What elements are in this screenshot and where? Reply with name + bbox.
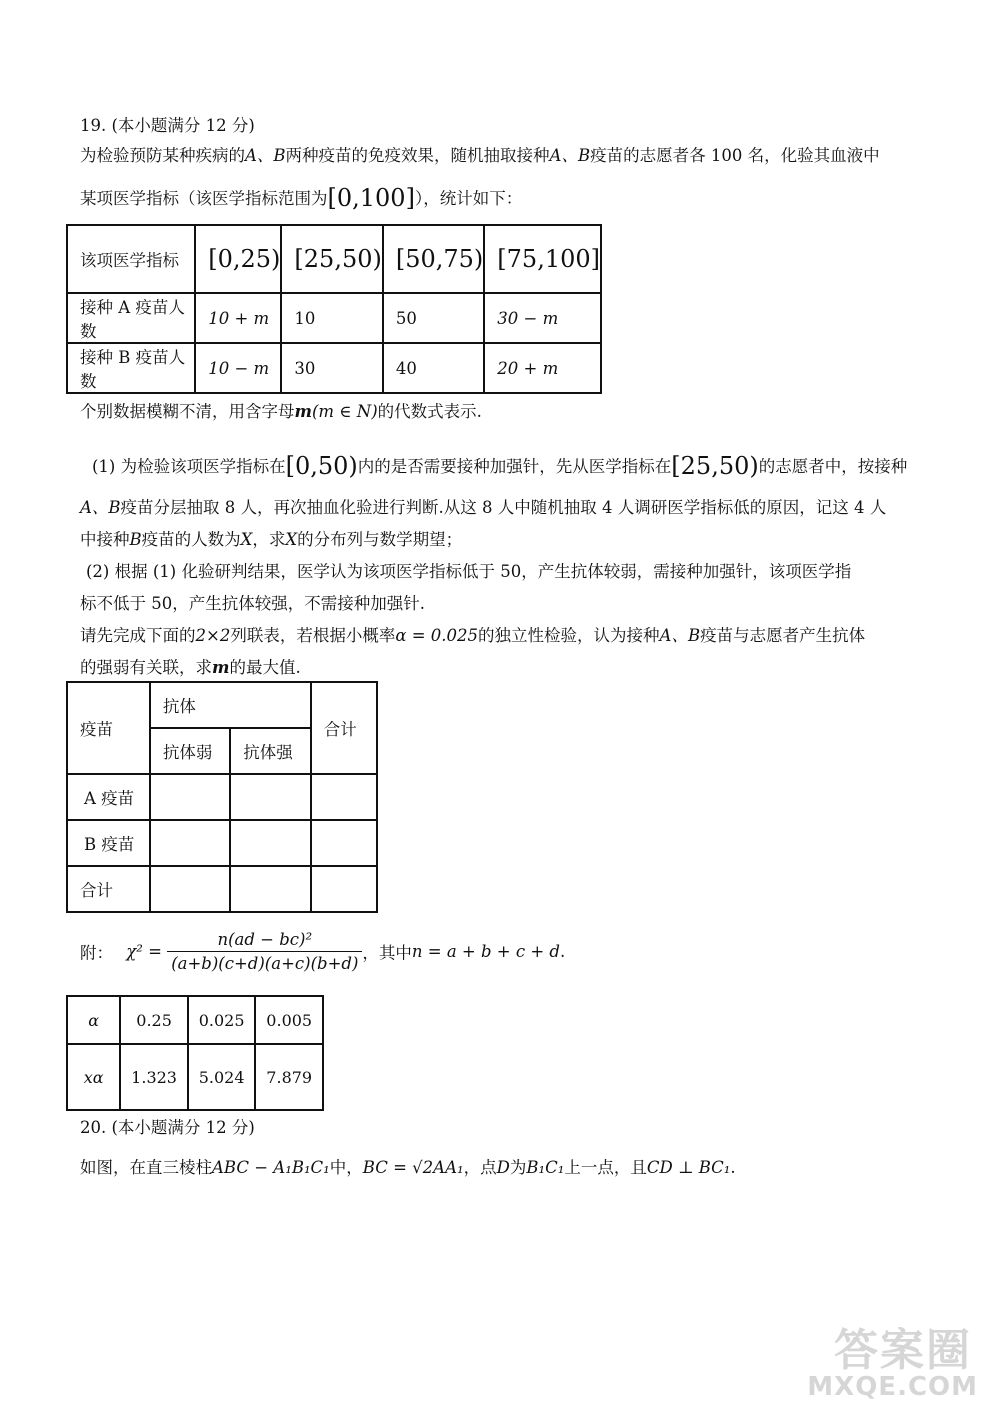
table3-alpha-label: α [67,996,120,1044]
table1-cell: 50 [383,293,484,343]
table3-alpha-value: 0.025 [188,996,256,1044]
indicator-count-table [66,224,602,394]
q19-part2-line-4: 的强弱有关联，求m的最大值. [80,658,301,677]
table2-antibody-header: 抗体 [150,682,311,728]
table1-cell: 10 [281,293,382,343]
table1-cell: 40 [383,343,484,393]
table2-total-header: 合计 [311,682,377,774]
q19-part1-line-3: 中接种B疫苗的人数为X，求X的分布列与数学期望； [80,530,463,549]
table1-row-a-label: 接种 A 疫苗人数 [67,293,195,343]
site-watermark [772,1312,982,1402]
contingency-table [66,681,378,913]
table1-header-range: [0,25) [208,245,281,273]
table1-cell: 10 + m [195,293,281,343]
table3-x-value: 1.323 [120,1044,188,1110]
table1-row-b-label: 接种 B 疫苗人数 [67,343,195,393]
table2-row-b-label: B 疫苗 [67,820,150,866]
table3-alpha-value: 0.25 [120,996,188,1044]
watermark-domain: MXQE.COM [807,1372,978,1402]
table3-x-value: 7.879 [255,1044,323,1110]
table2-empty-cell [230,774,310,820]
table2-weak-header: 抗体弱 [150,728,230,774]
q20-title: 20. (本小题满分 12 分) [80,1118,255,1137]
q19-part2-line-3: 请先完成下面的2×2列联表，若根据小概率α = 0.025的独立性检验，认为接种A、B疫苗与志愿者产生抗体 [80,626,866,645]
table2-empty-cell [311,820,377,866]
chi-square-numerator: n(ad − bc)² [167,930,362,952]
table1-header-label: 该项医学指标 [67,225,195,293]
q19-intro-line-1: 为检验预防某种疾病的A、B两种疫苗的免疫效果，随机抽取接种A、B疫苗的志愿者各 100 名，化验其血液中 [80,146,880,165]
table3-x-label: xα [67,1044,120,1110]
q19-part2-line-2: 标不低于 50，产生抗体较强，不需接种加强针. [80,594,425,613]
critical-value-table [66,995,324,1111]
q19-part1-line-1: (1) 为检验该项医学指标在[0,50)内的是否需要接种加强针，先从医学指标在[25,50)的志愿者中，按接种 [92,452,908,480]
chi-square-fraction [167,930,362,973]
chi-square-formula: 附： χ² = $\frac{\text{n(ad − bc)²}}{(a+b)(c+d)(a+c)(b+d)}$ ，其中n = a + b + c + d. [80,930,566,973]
table2-total-row-label: 合计 [67,866,150,912]
q19-title: 19. (本小题满分 12 分) [80,116,255,135]
table1-cell: 10 − m [195,343,281,393]
table1-cell: 20 + m [484,343,601,393]
chi-square-denominator: (a+b)(c+d)(a+c)(b+d) [171,954,359,973]
watermark-logo-text: 答案圈 [834,1325,972,1376]
table2-strong-header: 抗体强 [230,728,310,774]
table3-x-value: 5.024 [188,1044,256,1110]
q19-part2-line-1: (2) 根据 (1) 化验研判结果，医学认为该项医学指标低于 50，产生抗体较弱，需接种加强针，该项医学指 [86,562,852,581]
table1-header-range: [75,100] [497,245,600,273]
q19-intro-line-2: 某项医学指标（该医学指标范围为[0,100]），统计如下： [80,184,523,212]
table2-row-a-label: A 疫苗 [67,774,150,820]
table2-empty-cell [150,820,230,866]
table1-cell: 30 − m [484,293,601,343]
table2-vaccine-header: 疫苗 [67,682,150,774]
table2-empty-cell [311,866,377,912]
q19-part1-line-2: A、B疫苗分层抽取 8 人，再次抽血化验进行判断.从这 8 人中随机抽取 4 人调研医学指标低的原因，记这 4 人 [80,498,887,517]
table2-empty-cell [311,774,377,820]
q19-note: 个别数据模糊不清，用含字母m(m ∈ N)的代数式表示. [80,402,482,421]
table2-empty-cell [230,866,310,912]
q20-line-1: 如图，在直三棱柱ABC − A₁B₁C₁中，BC = √2AA₁，点D为B₁C₁上一点，且CD ⊥ BC₁. [80,1158,736,1177]
table1-cell: 30 [281,343,382,393]
table2-empty-cell [230,820,310,866]
table1-header-range: [50,75) [395,245,484,273]
table3-alpha-value: 0.005 [255,996,323,1044]
table2-empty-cell [150,866,230,912]
table1-header-range: [25,50) [294,245,382,273]
table2-empty-cell [150,774,230,820]
